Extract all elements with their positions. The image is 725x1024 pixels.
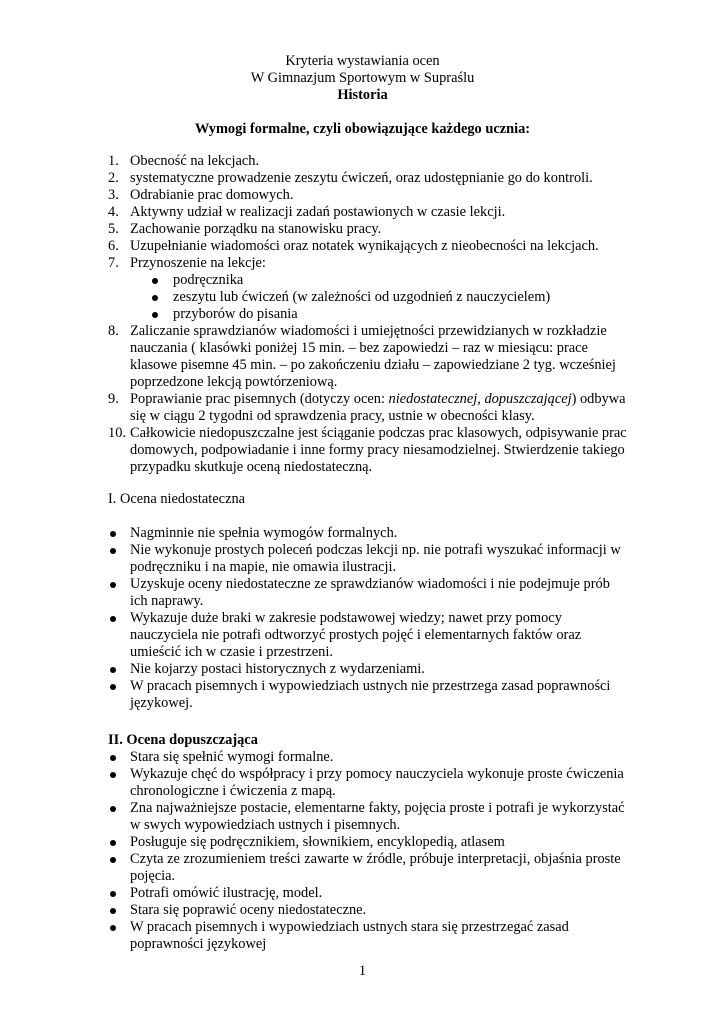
- list-number: 5.: [108, 221, 119, 237]
- list-item-cont: podręczniku i na mapie, nie omawia ilustracji.: [130, 559, 397, 575]
- list-item-cont: klasowe pisemne 45 min. – po zakończeniu działu – zapowiedziane 2 tyg. wcześniej: [130, 357, 616, 373]
- list-number: 10.: [108, 425, 126, 441]
- text-run: ) odbywa: [571, 391, 626, 407]
- list-item: systematyczne prowadzenie zeszytu ćwiczeń, oraz udostępnianie go do kontroli.: [130, 170, 593, 186]
- list-item-cont: w swych wypowiedziach ustnych i pisemnych.: [130, 817, 401, 833]
- list-item-cont: się w ciągu 2 tygodni od sprawdzenia pracy, ustnie w obecności klasy.: [130, 408, 535, 424]
- bullet-icon: [152, 312, 158, 318]
- list-item: W pracach pisemnych i wypowiedziach ustnych nie przestrzega zasad poprawności: [130, 678, 611, 694]
- bullet-icon: [110, 772, 116, 778]
- list-item: Całkowicie niedopuszczalne jest ściąganie podczas prac klasowych, odpisywanie prac: [130, 425, 627, 441]
- list-number: 3.: [108, 187, 119, 203]
- bullet-icon: [110, 908, 116, 914]
- list-item-cont: nauczania ( klasówki poniżej 15 min. – bez zapowiedzi – raz w miesiącu: prace: [130, 340, 588, 356]
- bullet-icon: [110, 925, 116, 931]
- list-item: Przynoszenie na lekcje:: [130, 255, 266, 271]
- section-heading: II. Ocena dopuszczająca: [108, 732, 258, 748]
- list-item: W pracach pisemnych i wypowiedziach ustnych stara się przestrzegać zasad: [130, 919, 569, 935]
- list-item: Czyta ze zrozumieniem treści zawarte w źródle, próbuje interpretacji, objaśnia proste: [130, 851, 621, 867]
- list-item: [130, 391, 626, 408]
- list-item-cont: nauczyciela nie potrafi odtworzyć prostych pojęć i elementarnych faktów oraz: [130, 627, 582, 643]
- sub-list-item: zeszytu lub ćwiczeń (w zależności od uzgodnień z nauczycielem): [173, 289, 551, 305]
- bullet-icon: [110, 857, 116, 863]
- list-item: Aktywny udział w realizacji zadań postawionych w czasie lekcji.: [130, 204, 506, 220]
- bullet-icon: [110, 548, 116, 554]
- list-item-cont: poprzedzone lekcją powtórzeniową.: [130, 374, 338, 390]
- list-item: Zachowanie porządku na stanowisku pracy.: [130, 221, 382, 237]
- list-number: 7.: [108, 255, 119, 271]
- list-item-cont: ich naprawy.: [130, 593, 204, 609]
- bullet-icon: [110, 616, 116, 622]
- bullet-icon: [152, 278, 158, 284]
- bullet-icon: [152, 295, 158, 301]
- list-number: 1.: [108, 153, 119, 169]
- bullet-icon: [110, 840, 116, 846]
- bullet-icon: [110, 684, 116, 690]
- page-number: 1: [358, 963, 367, 979]
- sub-list-item: podręcznika: [173, 272, 244, 288]
- list-item: Odrabianie prac domowych.: [130, 187, 294, 203]
- bullet-icon: [110, 667, 116, 673]
- bullet-icon: [110, 531, 116, 537]
- bullet-icon: [110, 582, 116, 588]
- list-item: Obecność na lekcjach.: [130, 153, 260, 169]
- list-item-cont: chronologiczne i ćwiczenia z mapą.: [130, 783, 336, 799]
- list-item: Potrafi omówić ilustrację, model.: [130, 885, 323, 901]
- list-item-cont: umieścić ich w czasie i przestrzeni.: [130, 644, 333, 660]
- list-item-cont: pojęcia.: [130, 868, 176, 884]
- sub-list-item: przyborów do pisania: [173, 306, 298, 322]
- list-number: 4.: [108, 204, 119, 220]
- bullet-icon: [110, 755, 116, 761]
- list-item-cont: poprawności językowej: [130, 936, 267, 952]
- doc-subject: Historia: [337, 87, 388, 103]
- list-number: 8.: [108, 323, 119, 339]
- list-item: Zaliczanie sprawdzianów wiadomości i umiejętności przewidzianych w rozkładzie: [130, 323, 607, 339]
- list-item: Uzupełnianie wiadomości oraz notatek wynikających z nieobecności na lekcjach.: [130, 238, 599, 254]
- text-run: Poprawianie prac pisemnych (dotyczy ocen:: [130, 391, 389, 407]
- list-item: Zna najważniejsze postacie, elementarne fakty, pojęcia proste i potrafi je wykorzystać: [130, 800, 625, 816]
- bullet-icon: [110, 806, 116, 812]
- doc-title-line2: W Gimnazjum Sportowym w Supraślu: [250, 70, 475, 86]
- doc-title-line1: Kryteria wystawiania ocen: [285, 53, 440, 69]
- list-number: 9.: [108, 391, 119, 407]
- list-item: Wykazuje duże braki w zakresie podstawowej wiedzy; nawet przy pomocy: [130, 610, 562, 626]
- bullet-icon: [110, 891, 116, 897]
- list-item: Nagminnie nie spełnia wymogów formalnych.: [130, 525, 398, 541]
- list-item-cont: przypadku skutkuje oceną niedostateczną.: [130, 459, 373, 475]
- list-item: Nie kojarzy postaci historycznych z wydarzeniami.: [130, 661, 425, 677]
- section-heading: I. Ocena niedostateczna: [108, 491, 246, 507]
- list-item-cont: językowej.: [130, 695, 193, 711]
- list-item: Wykazuje chęć do współpracy i przy pomocy nauczyciela wykonuje proste ćwiczenia: [130, 766, 624, 782]
- list-number: 2.: [108, 170, 119, 186]
- list-item: Posługuje się podręcznikiem, słownikiem, encyklopedią, atlasem: [130, 834, 505, 850]
- list-item: Stara się spełnić wymogi formalne.: [130, 749, 334, 765]
- list-item: Stara się poprawić oceny niedostateczne.: [130, 902, 367, 918]
- italic-text-run: niedostatecznej, dopuszczającej: [388, 391, 572, 407]
- formal-heading: Wymogi formalne, czyli obowiązujące każdego ucznia:: [194, 121, 531, 137]
- list-item: Uzyskuje oceny niedostateczne ze sprawdzianów wiadomości i nie podejmuje prób: [130, 576, 610, 592]
- list-item-cont: domowych, podpowiadanie i inne formy pracy niesamodzielnej. Stwierdzenie takiego: [130, 442, 625, 458]
- list-item: Nie wykonuje prostych poleceń podczas lekcji np. nie potrafi wyszukać informacji w: [130, 542, 621, 558]
- list-number: 6.: [108, 238, 119, 254]
